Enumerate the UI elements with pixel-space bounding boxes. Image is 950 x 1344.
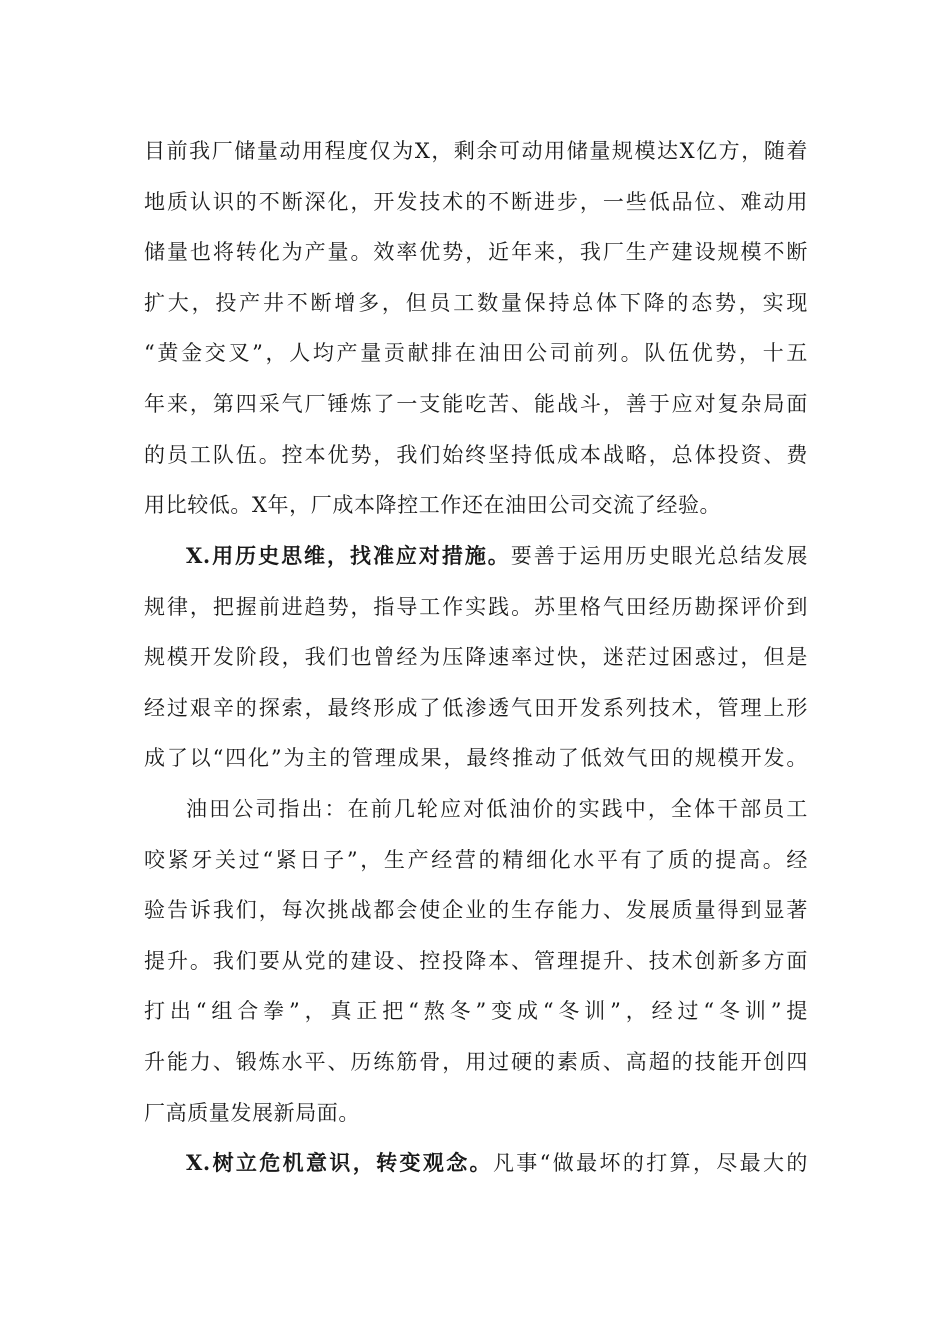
text-line: 经过艰辛的探索，最终形成了低渗透气田开发系列技术，管理上形 (144, 695, 808, 720)
text-line-content: 要善于运用历史眼光总结发展 (510, 544, 808, 568)
text-line: 油田公司指出：在前几轮应对低油价的实践中，全体干部员工 (186, 797, 808, 821)
paragraph-1 (144, 126, 808, 531)
section-heading: X.用历史思维，找准应对措施。 (186, 543, 511, 568)
paragraph-2 (144, 531, 808, 784)
text-line: 年来，第四采气厂锤炼了一支能吃苦、能战斗，善于应对复杂局面 (144, 391, 808, 416)
text-line: 目前我厂储量动用程度仅为X，剩余可动用储量规模达X亿方，随着 (144, 139, 808, 163)
text-line-content: 凡事“做最坏的打算，尽最大的 (492, 1151, 808, 1175)
text-line: 规律，把握前进趋势，指导工作实践。苏里格气田经历勘探评价到 (144, 594, 808, 619)
text-line: 规模开发阶段，我们也曾经为压降速率过快，迷茫过困惑过，但是 (144, 645, 808, 670)
text-line: 验告诉我们，每次挑战都会使企业的生存能力、发展质量得到显著 (144, 898, 808, 923)
text-line: 扩大，投产井不断增多，但员工数量保持总体下降的态势，实现 (144, 290, 808, 315)
paragraph-4 (144, 1138, 808, 1189)
text-line: 储量也将转化为产量。效率优势，近年来，我厂生产建设规模不断 (144, 240, 808, 265)
text-line: “黄金交叉”，人均产量贡献排在油田公司前列。队伍优势，十五 (144, 341, 808, 366)
text-line: 用比较低。X年，厂成本降控工作还在油田公司交流了经验。 (144, 493, 722, 518)
text-line: 成了以“四化”为主的管理成果，最终推动了低效气田的规模开发。 (144, 746, 808, 771)
text-line: 打出“组合拳”，真正把“熬冬”变成“冬训”，经过“冬训”提 (144, 999, 808, 1024)
text-line: 升能力、锻炼水平、历练筋骨，用过硬的素质、高超的技能开创四 (144, 1049, 808, 1074)
text-line: 提升。我们要从党的建设、控投降本、管理提升、技术创新多方面 (144, 948, 808, 973)
text-line: 地质认识的不断深化，开发技术的不断进步，一些低品位、难动用 (144, 189, 808, 214)
text-line: 厂高质量发展新局面。 (144, 1100, 360, 1125)
section-heading: X.树立危机意识，转变观念。 (186, 1150, 493, 1175)
paragraph-3 (144, 784, 808, 1138)
text-line: 的员工队伍。控本优势，我们始终坚持低成本战略，总体投资、费 (144, 442, 808, 467)
text-line: 咬紧牙关过“紧日子”，生产经营的精细化水平有了质的提高。经 (144, 847, 808, 872)
text-line (144, 531, 808, 582)
text-line (144, 1138, 808, 1189)
